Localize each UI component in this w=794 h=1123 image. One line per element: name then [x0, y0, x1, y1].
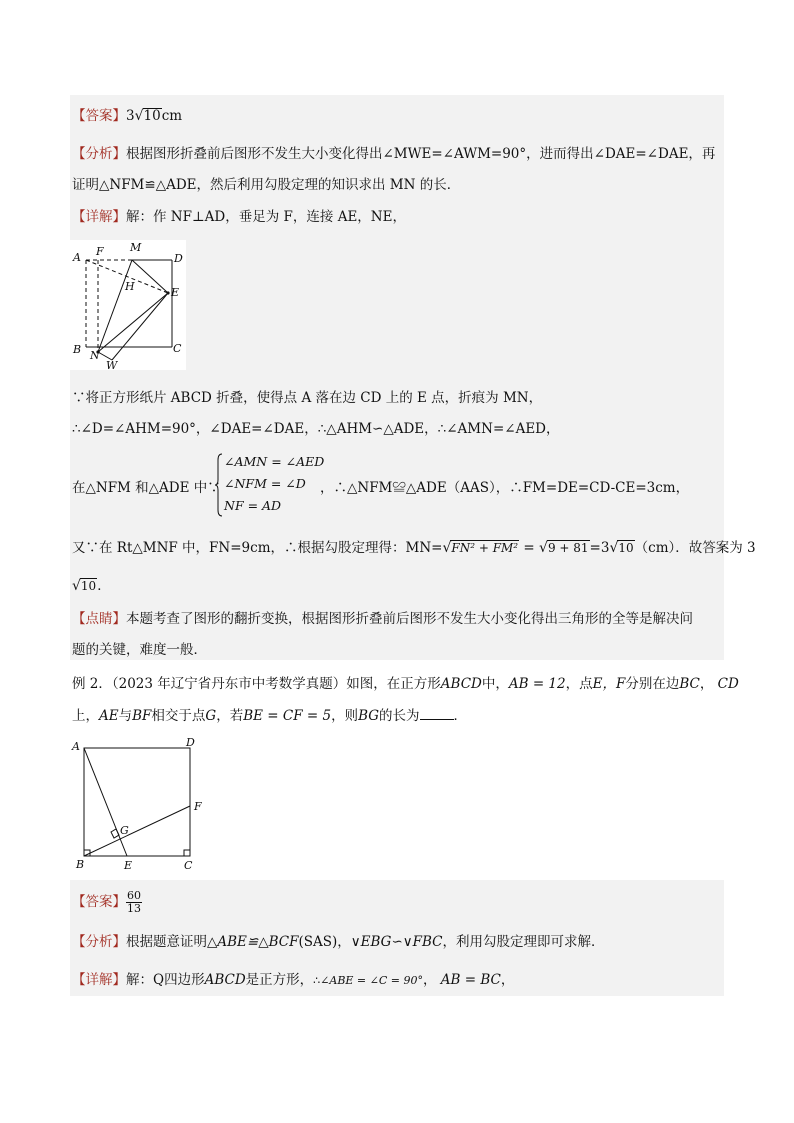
label-C: C	[173, 342, 182, 355]
system-brace	[214, 452, 224, 518]
detail-line: 【详解】解：作 NF⊥AD，垂足为 F，连接 AE，NE，	[72, 209, 406, 225]
label-F: F	[96, 245, 104, 258]
label-M: M	[130, 241, 142, 254]
answer2-tag: 【答案】	[72, 894, 126, 910]
label-A2: A	[72, 740, 80, 753]
analysis2-tag: 【分析】	[72, 934, 126, 950]
analysis-line-1: 【分析】根据图形折叠前后图形不发生大小变化得出∠MWE=∠AWM=90°，进而得出∠DAE=∠DAE，再	[72, 146, 716, 162]
geometry-figure-2	[68, 736, 208, 876]
detail2-line: 【详解】解：Q四边形ABCD是正方形，∴∠ABE = ∠C = 90°， AB = BC，	[72, 972, 515, 988]
comment-line-2: 题的关键，难度一般．	[72, 642, 207, 658]
system-eq-1: ∠AMN = ∠AED	[224, 454, 325, 469]
answer-line: 【答案】3√10cm	[72, 108, 183, 124]
equation-system	[214, 452, 324, 518]
answer2-line	[72, 890, 722, 915]
solution-line-3-post: ，∴△NFM≌△ADE（AAS），∴FM=DE=CD-CE=3cm，	[320, 480, 690, 496]
label-E2: E	[124, 859, 133, 872]
example2-line-2: 上，AE与BF相交于点G，若BE = CF = 5，则BG的长为 ．	[72, 708, 468, 724]
solution-line-4: 又∵在 Rt△MNF 中，FN=9cm，∴根据勾股定理得：MN=√FN² + FM² = √9 + 81=3√10（cm）．故答案为 3	[72, 540, 756, 556]
answer-tag: 【答案】	[72, 108, 126, 124]
answer2-fraction: $\frac{60}{13}$	[127, 889, 141, 915]
label-N: N	[90, 349, 100, 362]
label-B: B	[73, 343, 82, 356]
label-B2: B	[76, 858, 85, 871]
label-A: A	[73, 251, 81, 264]
comment-tag: 【点睛】	[72, 611, 126, 627]
label-G2: G	[120, 824, 129, 837]
detail-tag: 【详解】	[72, 209, 126, 225]
solution-line-2: ∴∠D=∠AHM=90°，∠DAE=∠DAE，∴△AHM∽△ADE，∴∠AMN=∠AED，	[72, 421, 560, 437]
analysis2-line: 【分析】根据题意证明△ABE≌△BCF(SAS)，∨EBG∽∨FBC，利用勾股定理即可求解．	[72, 934, 605, 950]
solution-line-1: ∵将正方形纸片 ABCD 折叠，使得点 A 落在边 CD 上的 E 点，折痕为 MN，	[72, 390, 543, 406]
example2-line-1: 例 2．（2023 年辽宁省丹东市中考数学真题）如图，在正方形ABCD中，AB = 12，点E，F分别在边BC， CD	[72, 676, 739, 692]
label-D: D	[174, 252, 183, 265]
label-H: H	[125, 280, 135, 293]
label-E: E	[171, 286, 180, 299]
label-W: W	[106, 359, 118, 372]
answer-blank	[420, 707, 454, 720]
detail2-tag: 【详解】	[72, 972, 126, 988]
solution-line-5: √10．	[72, 578, 111, 594]
analysis-line-2: 证明△NFM≌△ADE，然后利用勾股定理的知识求出 MN 的长．	[72, 177, 461, 193]
label-D2: D	[186, 736, 195, 749]
comment-line-1: 【点睛】本题考查了图形的翻折变换，根据图形折叠前后图形不发生大小变化得出三角形的全等是解决问	[72, 611, 693, 627]
system-eq-2: ∠NFM = ∠D	[224, 476, 306, 491]
solution-line-3: 在△NFM 和△ADE 中∵	[72, 480, 221, 496]
system-eq-3: NF = AD	[224, 498, 282, 513]
label-C2: C	[184, 859, 193, 872]
label-F2: F	[194, 800, 202, 813]
analysis-tag: 【分析】	[72, 146, 126, 162]
geometry-figure-1	[70, 240, 186, 370]
